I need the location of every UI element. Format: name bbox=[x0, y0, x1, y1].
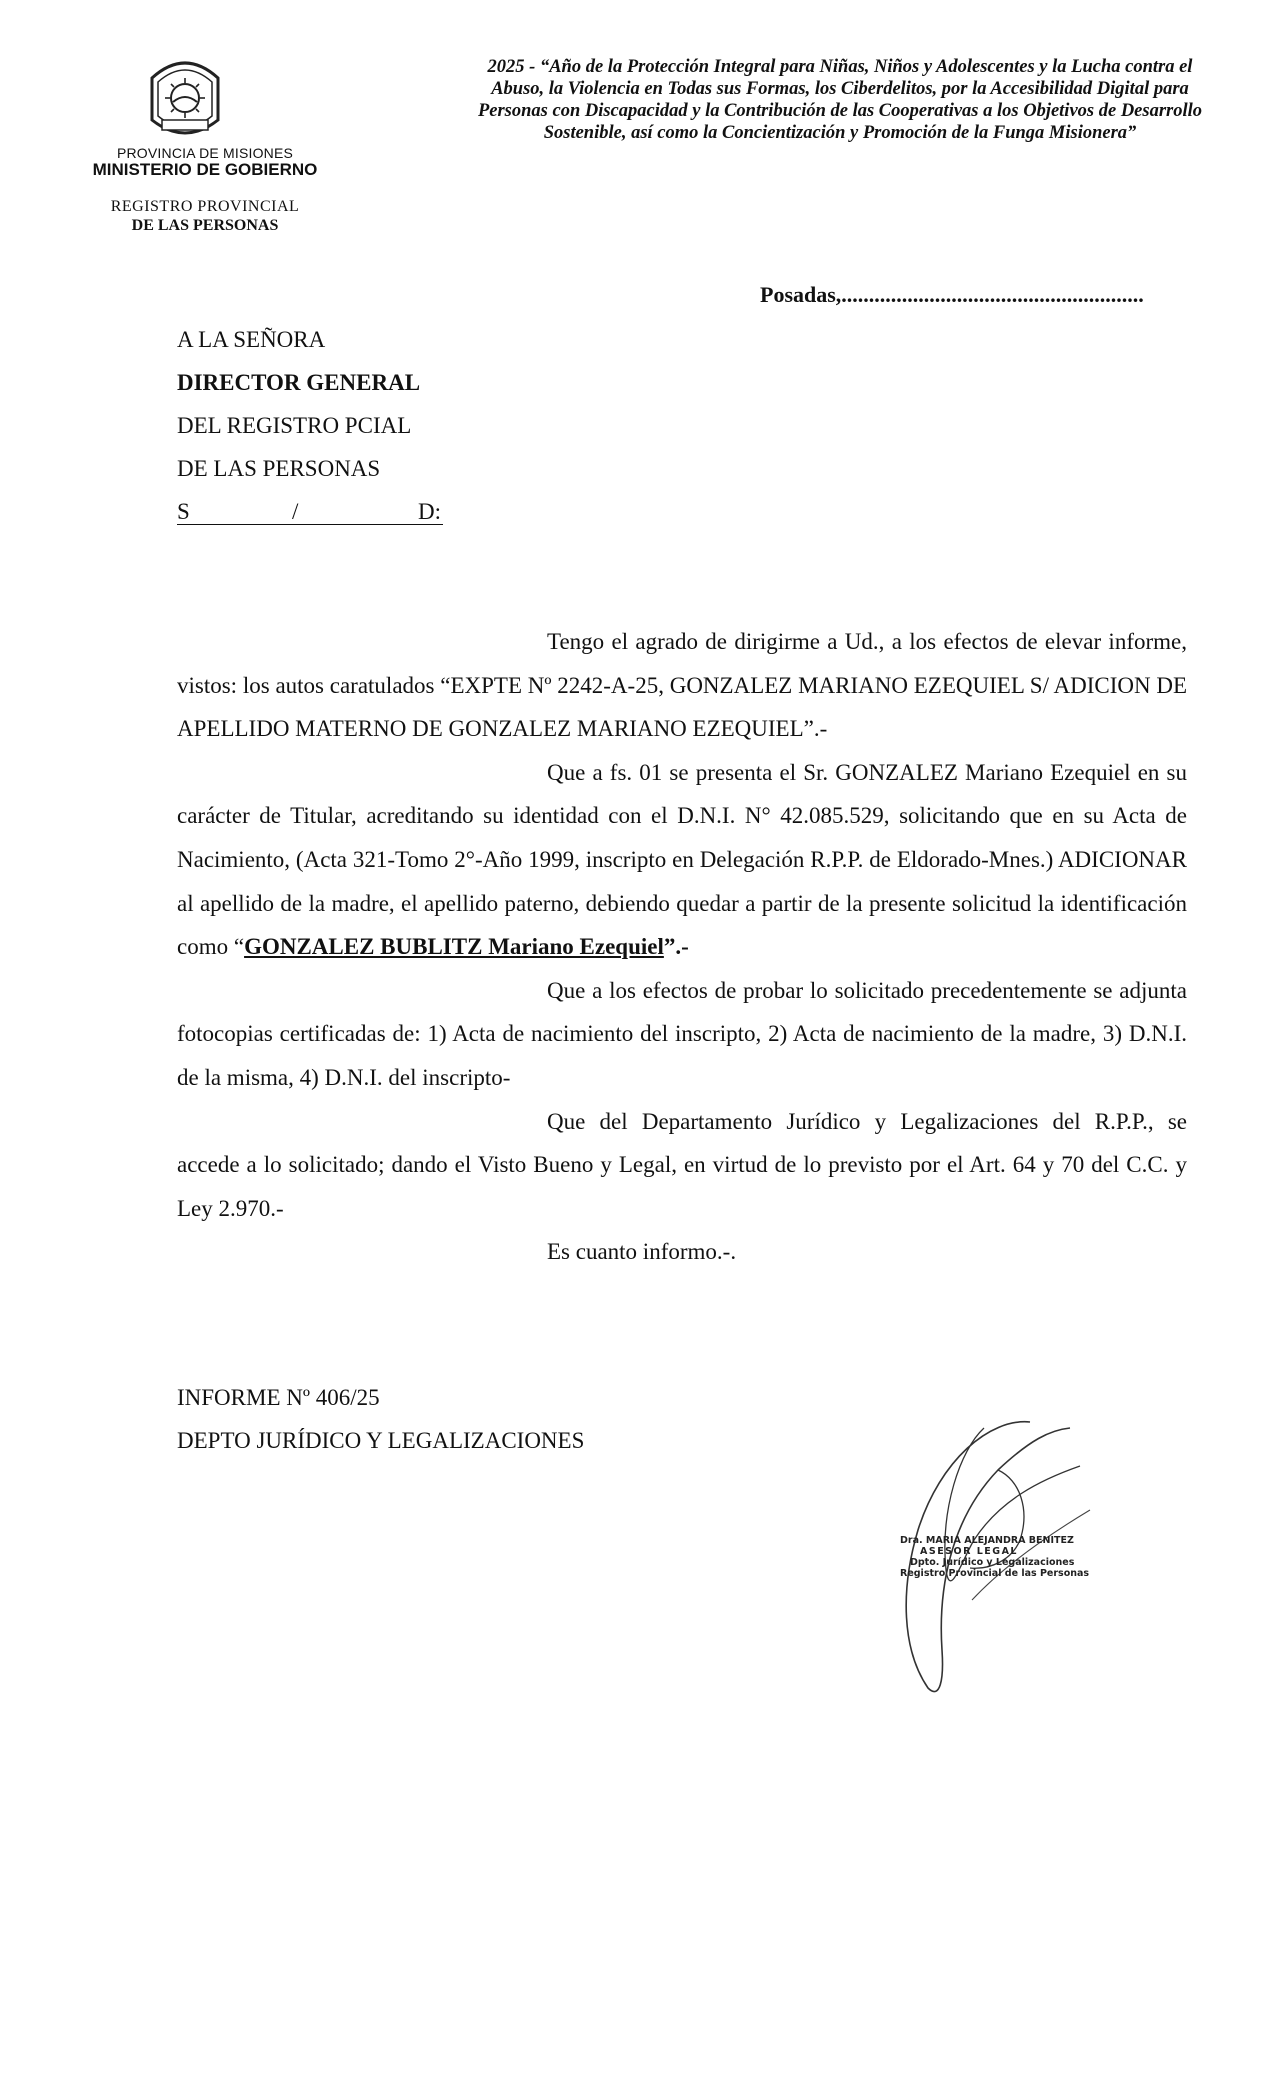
sd-d: D: bbox=[418, 499, 441, 524]
addressee-salutation: A LA SEÑORA bbox=[177, 327, 326, 352]
ministry-name: MINISTERIO DE GOBIERNO bbox=[92, 160, 318, 179]
registry-name-line2: DE LAS PERSONAS bbox=[131, 217, 279, 234]
addressee-office-line2: DE LAS PERSONAS bbox=[177, 456, 381, 481]
registry-name-line1: REGISTRO PROVINCIAL bbox=[110, 198, 300, 215]
body-paragraph-2 bbox=[177, 751, 1187, 969]
report-number: INFORME Nº 406/25 bbox=[177, 1385, 380, 1410]
p2-closing: ”.- bbox=[663, 934, 689, 960]
new-name bbox=[244, 934, 664, 959]
body-paragraph-4: Que del Departamento Jurídico y Legalizaciones del R.P.P., se accede a lo solicitado; dando el Visto Bueno y Legal, en virtud de lo previsto por el Art. 64 y 70 del C.C. y Ley 2.970.- bbox=[177, 1108, 1187, 1221]
provincial-seal-logo bbox=[140, 50, 230, 142]
sd-s: S bbox=[177, 499, 190, 524]
signature-stamp bbox=[900, 1535, 1100, 1579]
body-paragraph-5: Es cuanto informo.-. bbox=[547, 1239, 737, 1265]
report-body bbox=[177, 620, 1187, 1274]
department-name: DEPTO JURÍDICO Y LEGALIZACIONES bbox=[177, 1428, 585, 1453]
addressee-title: DIRECTOR GENERAL bbox=[177, 370, 421, 395]
body-paragraph-3: Que a los efectos de probar lo solicitado precedentemente se adjunta fotocopias certificadas de: 1) Acta de nacimiento del inscripto, 2) Acta de nacimiento de la madre, 3) D.N.I. de la misma, 4) D.N.I. del inscripto- bbox=[177, 977, 1187, 1090]
addressee-office-line1: DEL REGISTRO PCIAL bbox=[177, 413, 412, 438]
su-despacho-line bbox=[177, 500, 443, 525]
stamp-registry: Registro Provincial de las Personas bbox=[900, 1568, 1090, 1579]
stamp-role: ASESOR LEGAL bbox=[920, 1546, 1018, 1557]
new-name-underlined: GONZALEZ BUBLITZ Mariano Ezequiel bbox=[244, 934, 664, 960]
motto-year: 2025 - bbox=[487, 57, 536, 77]
body-paragraph-1: Tengo el agrado de dirigirme a Ud., a los efectos de elevar informe, vistos: los autos caratulados “EXPTE Nº 2242-A-25, GONZALEZ MARIANO EZEQUIEL S/ ADICION DE APELLIDO MATERNO DE GONZALEZ MARIANO EZEQUIEL”.- bbox=[177, 629, 1187, 742]
p2-text: Que a fs. 01 se presenta el Sr. GONZALEZ Mariano Ezequiel en su carácter de Titular, acreditando su identidad con el D.N.I. N° 42.085.529, solicitando que en su Acta de Nacimiento, (Acta 321-Tomo 2°-Año 1999, inscripto en Delegación R.P.P. de Eldorado-Mnes.) ADICIONAR al apellido de la madre, el apellido paterno, debiendo quedar a partir de la presente solicitud la identificación como “ bbox=[177, 759, 1187, 960]
place-date-line: Posadas,....................................................... bbox=[760, 282, 1144, 307]
official-year-motto bbox=[470, 56, 1210, 144]
sd-slash: / bbox=[292, 499, 299, 524]
stamp-department: Dpto. Jurídico y Legalizaciones bbox=[910, 1557, 1075, 1568]
stamp-name: Dra. MARIA ALEJANDRA BENITEZ bbox=[900, 1535, 1074, 1546]
motto-text: “Año de la Protección Integral para Niñas, Niños y Adolescentes y la Lucha contra el Abuso, la Violencia en Todas sus Formas, los Ciberdelitos, por la Accesibilidad Digital para Personas con Discapacidad y la Contribución de las Cooperativas a los Objetivos de Desarrollo Sostenible, así como la Concientización y Promoción de la Funga Misionera” bbox=[477, 57, 1203, 143]
province-name: PROVINCIA DE MISIONES bbox=[116, 145, 294, 161]
